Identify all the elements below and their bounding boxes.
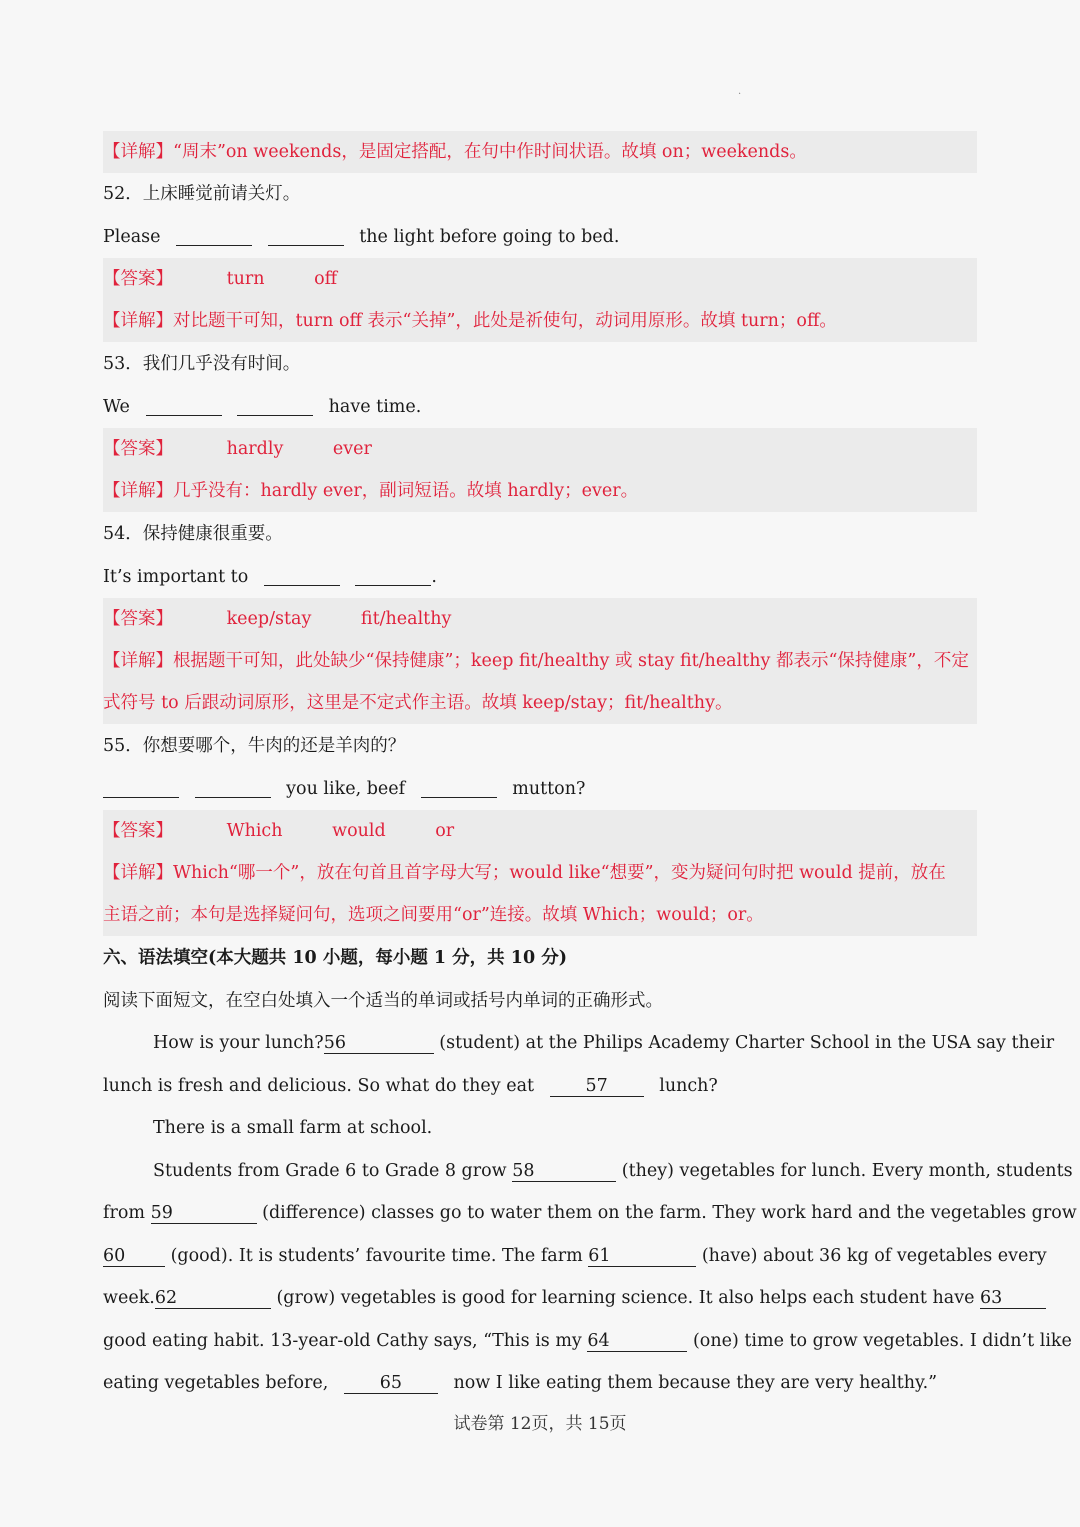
q53-detail: 【详解】几乎没有：hardly ever，副词短语。故填 hardly；ever。 bbox=[103, 481, 639, 501]
passage-text: (difference) classes go to water them on the farm. They work hard and the vegetables grow bbox=[262, 1203, 1077, 1223]
q54-answer-2: fit/healthy bbox=[360, 609, 452, 629]
passage-text: (have) about 36 kg of vegetables every bbox=[701, 1246, 1047, 1266]
blank-62: 62 bbox=[155, 1288, 271, 1309]
q53-prompt: 53．我们几乎没有时间。 bbox=[103, 354, 301, 374]
q55-answer-3: or bbox=[435, 821, 455, 841]
q53-answer-1: hardly bbox=[226, 439, 284, 459]
q53-answer-2: ever bbox=[332, 439, 372, 459]
q53-answer-label: 【答案】 bbox=[103, 439, 173, 459]
q55-detail-line1: 【详解】Which“哪一个”，放在句首且首字母大写；would like“想要”，变为疑问句时把 would 提前，放在 bbox=[103, 863, 946, 883]
q52-blank-1 bbox=[176, 228, 252, 247]
q52-sentence-end: the light before going to bed. bbox=[359, 227, 620, 247]
q52-sentence bbox=[103, 216, 979, 258]
q52-answer-2: off bbox=[314, 269, 338, 289]
q52-answer-label: 【答案】 bbox=[103, 269, 173, 289]
q52-answer-1: turn bbox=[226, 269, 265, 289]
passage-text: (grow) vegetables is good for learning science. It also helps each student have bbox=[276, 1288, 975, 1308]
q55-answer-label: 【答案】 bbox=[103, 821, 173, 841]
passage-line-4 bbox=[103, 1150, 1073, 1192]
passage-text: good eating habit. 13-year-old Cathy says, “This is my bbox=[103, 1331, 582, 1351]
q54-answer-box bbox=[103, 598, 977, 724]
q54-answer-1: keep/stay bbox=[226, 609, 312, 629]
q55-blank-2 bbox=[195, 780, 271, 799]
blank-56: 56 bbox=[324, 1033, 434, 1054]
q54-prompt: 54．保持健康很重要。 bbox=[103, 524, 283, 544]
q54-blank-1 bbox=[264, 568, 340, 587]
q55-blank-3 bbox=[421, 780, 497, 799]
blank-63: 63 bbox=[980, 1288, 1046, 1309]
passage-text: now I like eating them because they are very healthy.” bbox=[453, 1373, 938, 1393]
section6-title: 六、语法填空(本大题共 10 小题，每小题 1 分，共 10 分) bbox=[103, 948, 567, 968]
blank-64: 64 bbox=[587, 1331, 687, 1352]
blank-65: 65 bbox=[344, 1373, 438, 1394]
blank-59: 59 bbox=[151, 1203, 257, 1224]
passage-line-3: There is a small farm at school. bbox=[153, 1118, 433, 1138]
page-footer: 试卷第 12页，共 15页 bbox=[453, 1414, 627, 1434]
q53-sentence bbox=[103, 386, 979, 428]
q53-blank-2 bbox=[237, 398, 313, 417]
q53-blank-1 bbox=[146, 398, 222, 417]
q52-sentence-start: Please bbox=[103, 227, 161, 247]
passage-line-9 bbox=[103, 1362, 979, 1404]
q52-answer-box bbox=[103, 258, 977, 342]
q53-sentence-end: have time. bbox=[328, 397, 422, 417]
section6-instruction: 阅读下面短文，在空白处填入一个适当的单词或括号内单词的正确形式。 bbox=[103, 991, 663, 1011]
q55-blank-1 bbox=[103, 780, 179, 799]
passage-text: Students from Grade 6 to Grade 8 grow bbox=[153, 1161, 507, 1181]
q52-prompt: 52．上床睡觉前请关灯。 bbox=[103, 184, 301, 204]
q55-answer-box bbox=[103, 810, 977, 936]
passage-text: lunch is fresh and delicious. So what do they eat bbox=[103, 1076, 535, 1096]
q55-sentence bbox=[103, 768, 979, 810]
q54-sentence-end: . bbox=[431, 567, 437, 587]
q51-detail: 【详解】“周末”on weekends，是固定搭配，在句中作时间状语。故填 on；weekends。 bbox=[103, 131, 977, 173]
q55-prompt: 55．你想要哪个，牛肉的还是羊肉的？ bbox=[103, 736, 406, 756]
q55-answer-2: would bbox=[332, 821, 386, 841]
passage-text: (good). It is students’ favourite time. The farm bbox=[170, 1246, 583, 1266]
passage-line-8 bbox=[103, 1320, 1072, 1362]
passage-text: week. bbox=[103, 1288, 155, 1308]
q55-sentence-mid: you like, beef bbox=[286, 779, 406, 799]
passage-text: (student) at the Philips Academy Charter School in the USA say their bbox=[439, 1033, 1055, 1053]
passage-text: (they) vegetables for lunch. Every month, students bbox=[621, 1161, 1073, 1181]
top-mark: . bbox=[738, 86, 742, 97]
passage-line-7 bbox=[103, 1277, 1003, 1319]
blank-57: 57 bbox=[550, 1076, 644, 1097]
q54-detail-line1: 【详解】根据题干可知，此处缺少“保持健康”；keep fit/healthy 或 stay fit/healthy 都表示“保持健康”，不定 bbox=[103, 651, 969, 671]
blank-60: 60 bbox=[103, 1246, 165, 1267]
q54-blank-2 bbox=[355, 568, 431, 587]
passage-text: from bbox=[103, 1203, 145, 1223]
passage-text: lunch? bbox=[659, 1076, 718, 1096]
q52-detail: 【详解】对比题干可知，turn off 表示“关掉”，此处是祈使句，动词用原形。故填 turn；off。 bbox=[103, 311, 837, 331]
passage-text: eating vegetables before, bbox=[103, 1373, 329, 1393]
q54-sentence bbox=[103, 556, 979, 598]
passage-text: (one) time to grow vegetables. I didn’t like bbox=[692, 1331, 1072, 1351]
blank-61: 61 bbox=[588, 1246, 696, 1267]
q55-detail-line2: 主语之前；本句是选择疑问句，选项之间要用“or”连接。故填 Which；would；or。 bbox=[103, 905, 764, 925]
passage-line-2 bbox=[103, 1065, 979, 1107]
passage-text: How is your lunch? bbox=[153, 1033, 324, 1053]
passage-line-5 bbox=[103, 1192, 1077, 1234]
q54-answer-label: 【答案】 bbox=[103, 609, 173, 629]
passage-line-1 bbox=[103, 1022, 1055, 1064]
q52-blank-2 bbox=[268, 228, 344, 247]
q54-sentence-start: It’s important to bbox=[103, 567, 249, 587]
q55-sentence-end: mutton? bbox=[512, 779, 586, 799]
q53-sentence-start: We bbox=[103, 397, 130, 417]
q54-detail-line2: 式符号 to 后跟动词原形，这里是不定式作主语。故填 keep/stay；fit/healthy。 bbox=[103, 693, 733, 713]
passage-line-6 bbox=[103, 1235, 1047, 1277]
q53-answer-box bbox=[103, 428, 977, 512]
blank-58: 58 bbox=[512, 1161, 616, 1182]
q55-answer-1: Which bbox=[226, 821, 283, 841]
